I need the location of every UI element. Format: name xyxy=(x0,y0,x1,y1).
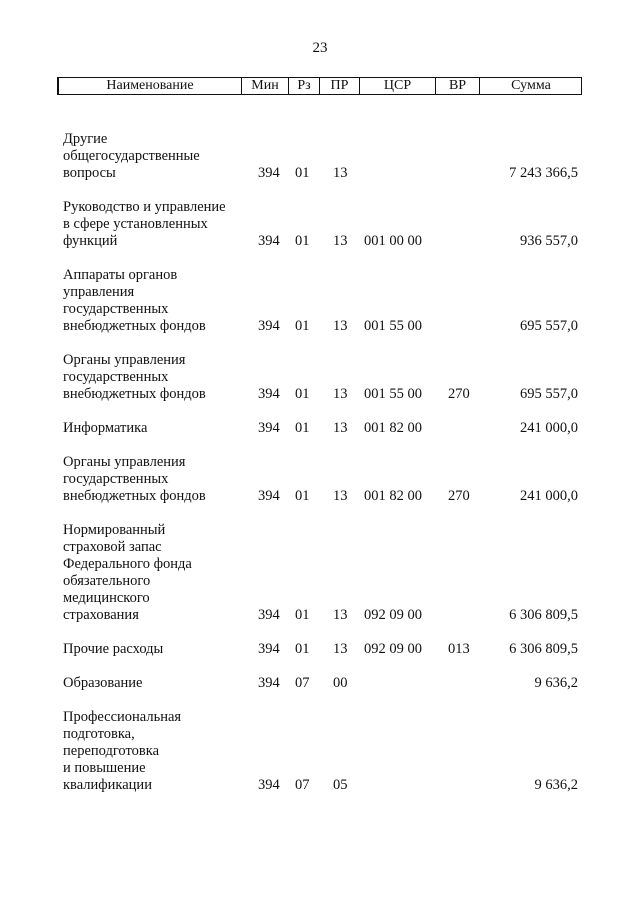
cell-pr: 13 xyxy=(333,165,348,181)
row-name-line: в сфере установленных xyxy=(63,216,208,232)
row-name-line: Профессиональная xyxy=(63,709,182,725)
row-name xyxy=(63,199,253,250)
cell-sum: 695 557,0 xyxy=(520,318,578,334)
header-sum: Сумма xyxy=(511,78,551,93)
row-name xyxy=(63,131,253,182)
cell-pr: 00 xyxy=(333,675,348,691)
header-name: Наименование xyxy=(59,78,242,94)
row-name-line: управления xyxy=(63,284,135,300)
row-name xyxy=(63,522,253,624)
page-number: 23 xyxy=(312,40,328,56)
row-name-line: квалификации xyxy=(63,777,152,793)
cell-sum: 9 636,2 xyxy=(534,675,578,691)
header-pr: ПР xyxy=(320,78,360,94)
table-row xyxy=(0,420,640,437)
row-name-line: внебюджетных фондов xyxy=(63,488,206,504)
row-name-line: подготовка, xyxy=(63,726,135,742)
row-name-line: страхования xyxy=(63,607,139,623)
cell-vr: 013 xyxy=(448,641,470,657)
cell-csr: 092 09 00 xyxy=(364,607,422,623)
cell-pr: 13 xyxy=(333,641,348,657)
cell-min: 394 xyxy=(258,318,280,334)
row-name-line: государственных xyxy=(63,369,169,385)
table-row xyxy=(0,641,640,658)
row-name-line: и повышение xyxy=(63,760,146,776)
row-name xyxy=(63,420,253,437)
cell-pr: 13 xyxy=(333,318,348,334)
cell-csr: 001 82 00 xyxy=(364,420,422,436)
cell-csr: 001 82 00 xyxy=(364,488,422,504)
cell-min: 394 xyxy=(258,420,280,436)
row-name-line: функций xyxy=(63,233,118,249)
cell-rz: 01 xyxy=(295,641,310,657)
row-name-line: государственных xyxy=(63,301,169,317)
table-row xyxy=(0,131,640,182)
cell-rz: 07 xyxy=(295,675,310,691)
header-csr: ЦСР xyxy=(360,78,436,94)
cell-rz: 01 xyxy=(295,318,310,334)
cell-min: 394 xyxy=(258,165,280,181)
row-name-line: обязательного xyxy=(63,573,151,589)
row-name-line: медицинского xyxy=(63,590,150,606)
cell-sum: 6 306 809,5 xyxy=(509,641,578,657)
row-name xyxy=(63,267,253,335)
row-name-line: внебюджетных фондов xyxy=(63,386,206,402)
header-min: Мин xyxy=(242,78,289,94)
cell-rz: 07 xyxy=(295,777,310,793)
cell-min: 394 xyxy=(258,777,280,793)
row-name-line: государственных xyxy=(63,471,169,487)
cell-pr: 05 xyxy=(333,777,348,793)
row-name xyxy=(63,454,253,505)
cell-min: 394 xyxy=(258,607,280,623)
cell-vr: 270 xyxy=(448,488,470,504)
cell-rz: 01 xyxy=(295,607,310,623)
cell-min: 394 xyxy=(258,488,280,504)
row-name-line: Органы управления xyxy=(63,454,186,470)
table-header xyxy=(57,77,582,95)
cell-rz: 01 xyxy=(295,420,310,436)
cell-vr: 270 xyxy=(448,386,470,402)
cell-pr: 13 xyxy=(333,420,348,436)
header-vr: ВР xyxy=(436,78,480,94)
table-row xyxy=(0,522,640,624)
cell-min: 394 xyxy=(258,233,280,249)
row-name xyxy=(63,641,253,658)
table-row xyxy=(0,352,640,403)
row-name-line: вопросы xyxy=(63,165,116,181)
row-name-line: страховой запас xyxy=(63,539,162,555)
row-name-line: Образование xyxy=(63,675,143,691)
cell-sum: 9 636,2 xyxy=(534,777,578,793)
cell-pr: 13 xyxy=(333,386,348,402)
cell-csr: 001 55 00 xyxy=(364,318,422,334)
row-name-line: Федерального фонда xyxy=(63,556,192,572)
cell-sum: 936 557,0 xyxy=(520,233,578,249)
row-name-line: Нормированный xyxy=(63,522,166,538)
cell-pr: 13 xyxy=(333,607,348,623)
cell-rz: 01 xyxy=(295,488,310,504)
cell-min: 394 xyxy=(258,675,280,691)
cell-sum: 241 000,0 xyxy=(520,420,578,436)
row-name-line: Другие xyxy=(63,131,108,147)
cell-min: 394 xyxy=(258,641,280,657)
row-name-line: Руководство и управление xyxy=(63,199,226,215)
table-row xyxy=(0,709,640,794)
cell-sum: 7 243 366,5 xyxy=(509,165,578,181)
row-name-line: Аппараты органов xyxy=(63,267,178,283)
cell-min: 394 xyxy=(258,386,280,402)
cell-rz: 01 xyxy=(295,233,310,249)
table-row xyxy=(0,267,640,335)
row-name xyxy=(63,352,253,403)
table-row xyxy=(0,675,640,692)
table-body xyxy=(0,131,640,811)
cell-csr: 001 00 00 xyxy=(364,233,422,249)
row-name xyxy=(63,675,253,692)
row-name-line: переподготовка xyxy=(63,743,159,759)
cell-sum: 695 557,0 xyxy=(520,386,578,402)
row-name xyxy=(63,709,253,794)
cell-pr: 13 xyxy=(333,488,348,504)
cell-pr: 13 xyxy=(333,233,348,249)
table-row xyxy=(0,454,640,505)
table-row xyxy=(0,199,640,250)
cell-rz: 01 xyxy=(295,165,310,181)
row-name-line: Информатика xyxy=(63,420,148,436)
cell-sum: 241 000,0 xyxy=(520,488,578,504)
row-name-line: Органы управления xyxy=(63,352,186,368)
cell-rz: 01 xyxy=(295,386,310,402)
row-name-line: общегосударственные xyxy=(63,148,200,164)
cell-csr: 092 09 00 xyxy=(364,641,422,657)
cell-csr: 001 55 00 xyxy=(364,386,422,402)
header-rz: Рз xyxy=(289,78,320,94)
row-name-line: внебюджетных фондов xyxy=(63,318,206,334)
row-name-line: Прочие расходы xyxy=(63,641,164,657)
cell-sum: 6 306 809,5 xyxy=(509,607,578,623)
